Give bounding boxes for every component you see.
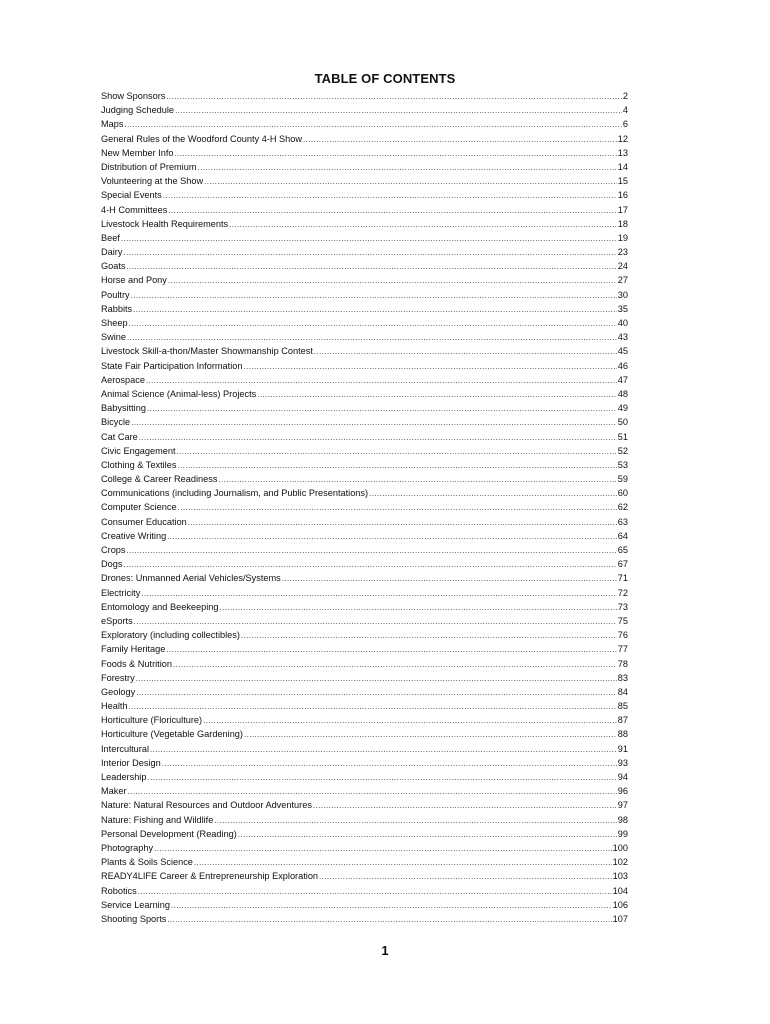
toc-entry-page-number: 24: [617, 261, 628, 272]
toc-entry: [101, 600, 628, 614]
toc-entry: [101, 713, 628, 727]
toc-entry: [101, 798, 628, 812]
toc-dot-leader: [214, 814, 616, 828]
toc-entry-label: Horse and Pony: [101, 275, 167, 286]
toc-dot-leader: [313, 799, 617, 813]
toc-entry-label: Babysitting: [101, 403, 146, 414]
toc-dot-leader: [147, 402, 617, 416]
toc-entry-label: Dogs: [101, 559, 123, 570]
toc-entry-label: Intercultural: [101, 743, 150, 754]
toc-dot-leader: [188, 516, 617, 530]
toc-entry-page-number: 13: [617, 147, 628, 158]
toc-entry-label: Plants & Soils Science: [101, 857, 193, 868]
toc-entry-label: Consumer Education: [101, 516, 187, 527]
toc-entry: [101, 671, 628, 685]
toc-entry-label: Nature: Fishing and Wildlife: [101, 814, 214, 825]
toc-dot-leader: [167, 530, 617, 544]
toc-dot-leader: [147, 771, 616, 785]
toc-entry-label: Special Events: [101, 190, 162, 201]
toc-entry: [101, 898, 628, 912]
toc-entry-page-number: 12: [617, 133, 628, 144]
toc-entry-page-number: 85: [617, 701, 628, 712]
toc-entry-page-number: 100: [612, 842, 628, 853]
toc-entry-label: Foods & Nutrition: [101, 658, 172, 669]
toc-entry-label: Shooting Sports: [101, 913, 167, 924]
toc-entry: [101, 884, 628, 898]
toc-entry-page-number: 52: [617, 445, 628, 456]
toc-entry-label: Bicycle: [101, 417, 131, 428]
toc-entry-label: Livestock Skill-a-thon/Master Showmanship Contest: [101, 346, 313, 357]
toc-dot-leader: [243, 360, 616, 374]
toc-entry-label: Sheep: [101, 318, 128, 328]
toc-dot-leader: [150, 743, 617, 757]
toc-entry: [101, 330, 628, 344]
toc-entry: [101, 486, 628, 500]
toc-entry-label: eSports: [101, 615, 133, 626]
toc-entry: [101, 273, 628, 287]
toc-dot-leader: [127, 260, 617, 274]
toc-entry: [101, 784, 628, 798]
toc-entry: [101, 146, 628, 160]
toc-entry: [101, 203, 628, 217]
toc-entry: [101, 401, 628, 415]
toc-entry-label: Clothing & Textiles: [101, 459, 177, 470]
toc-entry-label: Geology: [101, 686, 136, 697]
toc-entry-label: General Rules of the Woodford County 4-H Show: [101, 133, 303, 144]
toc-entry-label: Crops: [101, 545, 126, 555]
toc-entry-label: Electricity: [101, 587, 141, 598]
toc-entry-page-number: 35: [617, 303, 628, 314]
toc-dot-leader: [131, 289, 617, 303]
toc-entry: [101, 415, 628, 429]
toc-entry: [101, 500, 628, 514]
toc-entry: [101, 628, 628, 642]
toc-dot-leader: [303, 133, 617, 147]
toc-dot-leader: [194, 856, 612, 870]
toc-entry-label: Service Learning: [101, 899, 170, 910]
toc-entry-page-number: 102: [612, 857, 628, 868]
toc-entry-label: Robotics: [101, 885, 137, 896]
toc-entry: [101, 103, 628, 117]
toc-entry: [101, 174, 628, 188]
toc-entry-page-number: 103: [612, 871, 628, 882]
toc-entry: [101, 770, 628, 784]
toc-entry: [101, 344, 628, 358]
toc-list: [101, 89, 628, 926]
toc-entry-page-number: 43: [617, 332, 628, 343]
toc-dot-leader: [171, 899, 612, 913]
toc-entry: [101, 245, 628, 259]
toc-entry-page-number: 60: [617, 488, 628, 499]
toc-entry-label: Forestry: [101, 672, 135, 683]
toc-dot-leader: [218, 473, 616, 487]
toc-entry-page-number: 67: [617, 559, 628, 570]
toc-entry-label: Communications (including Journalism, and Public Presentations): [101, 488, 369, 499]
toc-entry-page-number: 99: [617, 828, 628, 839]
toc-entry-label: Creative Writing: [101, 530, 167, 541]
toc-entry: [101, 359, 628, 373]
toc-entry: [101, 160, 628, 174]
toc-dot-leader: [241, 629, 617, 643]
toc-entry-label: Volunteering at the Show: [101, 176, 204, 187]
toc-entry-page-number: 94: [617, 772, 628, 782]
toc-entry-label: Distribution of Premium: [101, 161, 197, 172]
toc-entry: [101, 657, 628, 671]
toc-entry: [101, 543, 628, 557]
toc-entry-label: Civic Engagement: [101, 445, 176, 456]
toc-entry-page-number: 50: [617, 417, 628, 428]
toc-entry: [101, 444, 628, 458]
page-number: 1: [381, 943, 389, 958]
toc-dot-leader: [178, 501, 617, 515]
toc-dot-leader: [138, 885, 612, 899]
toc-entry-label: READY4LIFE Career & Entrepreneurship Exploration: [101, 871, 319, 882]
toc-entry-page-number: 30: [617, 289, 628, 300]
toc-entry-label: Swine: [101, 332, 127, 343]
toc-entry-label: College & Career Readiness: [101, 474, 218, 485]
toc-entry-page-number: 88: [617, 729, 628, 740]
toc-dot-leader: [146, 374, 617, 388]
toc-entry-label: 4-H Committees: [101, 204, 168, 215]
toc-dot-leader: [244, 728, 617, 742]
toc-entry-page-number: 27: [617, 275, 628, 286]
toc-entry-label: State Fair Participation Information: [101, 360, 243, 371]
toc-entry-page-number: 15: [617, 176, 628, 187]
toc-entry-label: Livestock Health Requirements: [101, 218, 229, 229]
toc-entry: [101, 430, 628, 444]
toc-dot-leader: [133, 303, 617, 317]
toc-dot-leader: [204, 175, 617, 189]
toc-dot-leader: [128, 785, 617, 799]
toc-entry-label: Photography: [101, 842, 154, 853]
toc-dot-leader: [319, 870, 612, 884]
toc-dot-leader: [314, 345, 617, 359]
toc-entry-page-number: 96: [617, 786, 628, 797]
toc-entry-label: Poultry: [101, 289, 130, 300]
toc-entry-page-number: 14: [617, 161, 628, 172]
toc-entry-label: Judging Schedule: [101, 105, 175, 116]
toc-entry-label: Dairy: [101, 247, 123, 258]
toc-entry-page-number: 23: [617, 247, 628, 258]
toc-entry-page-number: 97: [617, 800, 628, 811]
toc-dot-leader: [219, 601, 616, 615]
toc-entry: [101, 855, 628, 869]
toc-dot-leader: [162, 757, 617, 771]
toc-dot-leader: [124, 118, 621, 132]
toc-entry: [101, 231, 628, 245]
toc-entry-label: Personal Development (Reading): [101, 828, 237, 839]
toc-dot-leader: [166, 90, 622, 104]
toc-entry: [101, 316, 628, 330]
page-title: TABLE OF CONTENTS: [314, 71, 456, 86]
toc-entry-page-number: 72: [617, 587, 628, 598]
toc-dot-leader: [175, 104, 622, 118]
toc-entry-label: Computer Science: [101, 502, 177, 513]
toc-entry: [101, 117, 628, 131]
toc-entry-page-number: 107: [612, 913, 628, 924]
toc-dot-leader: [203, 714, 617, 728]
toc-entry: [101, 302, 628, 316]
toc-dot-leader: [229, 218, 617, 232]
toc-entry-label: Rabbits: [101, 303, 133, 314]
toc-entry-page-number: 51: [617, 431, 628, 442]
toc-dot-leader: [167, 913, 611, 927]
toc-entry-label: Beef: [101, 232, 120, 243]
toc-entry: [101, 756, 628, 770]
toc-entry-page-number: 19: [617, 232, 628, 243]
toc-entry-page-number: 47: [617, 374, 628, 385]
toc-entry: [101, 685, 628, 699]
toc-entry: [101, 642, 628, 656]
toc-entry: [101, 515, 628, 529]
toc-entry: [101, 841, 628, 855]
toc-entry-label: Goats: [101, 261, 126, 272]
toc-entry: [101, 188, 628, 202]
toc-dot-leader: [282, 572, 617, 586]
toc-entry: [101, 288, 628, 302]
toc-entry-page-number: 84: [617, 686, 628, 697]
toc-dot-leader: [129, 700, 617, 714]
toc-entry: [101, 259, 628, 273]
toc-entry: [101, 912, 628, 926]
toc-entry-label: Leadership: [101, 772, 147, 782]
toc-entry-label: Show Sponsors: [101, 91, 166, 101]
toc-entry: [101, 557, 628, 571]
toc-entry: [101, 869, 628, 883]
toc-dot-leader: [134, 615, 617, 629]
toc-entry: [101, 571, 628, 585]
toc-entry: [101, 614, 628, 628]
toc-entry-page-number: 62: [617, 502, 628, 513]
toc-entry-page-number: 16: [617, 190, 628, 201]
toc-entry-label: Exploratory (including collectibles): [101, 630, 240, 641]
toc-entry: [101, 458, 628, 472]
toc-entry-page-number: 75: [617, 615, 628, 626]
toc-entry: [101, 727, 628, 741]
toc-dot-leader: [369, 487, 617, 501]
toc-dot-leader: [173, 658, 617, 672]
toc-entry-page-number: 77: [617, 644, 628, 655]
toc-entry-page-number: 65: [617, 545, 628, 555]
toc-entry-label: Family Heritage: [101, 644, 166, 655]
toc-entry-page-number: 64: [617, 530, 628, 541]
toc-dot-leader: [127, 544, 617, 558]
toc-entry-page-number: 2: [622, 91, 628, 101]
toc-entry-page-number: 49: [617, 403, 628, 414]
toc-dot-leader: [177, 459, 616, 473]
toc-dot-leader: [238, 828, 617, 842]
toc-entry-label: Animal Science (Animal-less) Projects: [101, 388, 257, 399]
toc-entry: [101, 373, 628, 387]
toc-dot-leader: [121, 232, 617, 246]
toc-entry-page-number: 71: [617, 573, 628, 584]
toc-dot-leader: [168, 204, 616, 218]
toc-dot-leader: [177, 445, 617, 459]
toc-entry-page-number: 48: [617, 388, 628, 399]
toc-entry-page-number: 63: [617, 516, 628, 527]
toc-entry-page-number: 87: [617, 715, 628, 726]
toc-entry-page-number: 91: [617, 743, 628, 754]
toc-entry-label: Horticulture (Floriculture): [101, 715, 203, 726]
toc-entry-page-number: 83: [617, 672, 628, 683]
toc-entry-label: Aerospace: [101, 374, 145, 385]
toc-entry: [101, 387, 628, 401]
toc-entry-page-number: 6: [622, 119, 628, 130]
toc-entry: [101, 472, 628, 486]
toc-entry-page-number: 73: [617, 601, 628, 612]
toc-entry-label: Maps: [101, 119, 124, 130]
toc-entry-label: Maker: [101, 786, 127, 797]
toc-entry: [101, 827, 628, 841]
toc-dot-leader: [136, 672, 617, 686]
toc-entry-page-number: 76: [617, 630, 628, 641]
toc-entry: [101, 699, 628, 713]
toc-entry-page-number: 18: [617, 218, 628, 229]
toc-entry-page-number: 4: [622, 105, 628, 116]
toc-entry-page-number: 17: [617, 204, 628, 215]
toc-entry-page-number: 45: [617, 346, 628, 357]
toc-entry-label: Nature: Natural Resources and Outdoor Adventures: [101, 800, 312, 811]
toc-entry: [101, 586, 628, 600]
toc-dot-leader: [123, 246, 616, 260]
toc-dot-leader: [154, 842, 612, 856]
toc-entry-label: New Member Info: [101, 147, 174, 158]
toc-entry-label: Entomology and Beekeeping: [101, 601, 219, 612]
toc-entry-label: Horticulture (Vegetable Gardening): [101, 729, 243, 740]
toc-entry: [101, 813, 628, 827]
toc-entry-page-number: 59: [617, 474, 628, 485]
toc-entry-label: Interior Design: [101, 757, 161, 768]
toc-dot-leader: [139, 431, 617, 445]
toc-dot-leader: [136, 686, 617, 700]
toc-dot-leader: [166, 643, 616, 657]
toc-entry-page-number: 53: [617, 459, 628, 470]
toc-entry-label: Health: [101, 701, 128, 712]
toc-dot-leader: [141, 587, 616, 601]
toc-dot-leader: [257, 388, 617, 402]
toc-entry-page-number: 98: [617, 814, 628, 825]
toc-entry: [101, 217, 628, 231]
toc-entry-page-number: 46: [617, 360, 628, 371]
toc-entry-page-number: 93: [617, 757, 628, 768]
toc-entry-page-number: 106: [612, 899, 628, 910]
toc-dot-leader: [175, 147, 617, 161]
toc-entry: [101, 132, 628, 146]
toc-entry-page-number: 40: [617, 318, 628, 328]
toc-entry: [101, 529, 628, 543]
toc-dot-leader: [168, 274, 617, 288]
toc-dot-leader: [131, 416, 617, 430]
toc-dot-leader: [127, 331, 617, 345]
toc-entry: [101, 742, 628, 756]
toc-entry-page-number: 78: [617, 658, 628, 669]
toc-entry: [101, 89, 628, 103]
toc-dot-leader: [123, 558, 616, 572]
toc-entry-label: Drones: Unmanned Aerial Vehicles/Systems: [101, 573, 281, 584]
toc-entry-label: Cat Care: [101, 431, 138, 442]
toc-entry-page-number: 104: [612, 885, 628, 896]
toc-dot-leader: [197, 161, 616, 175]
toc-dot-leader: [129, 317, 617, 331]
toc-dot-leader: [163, 189, 617, 203]
